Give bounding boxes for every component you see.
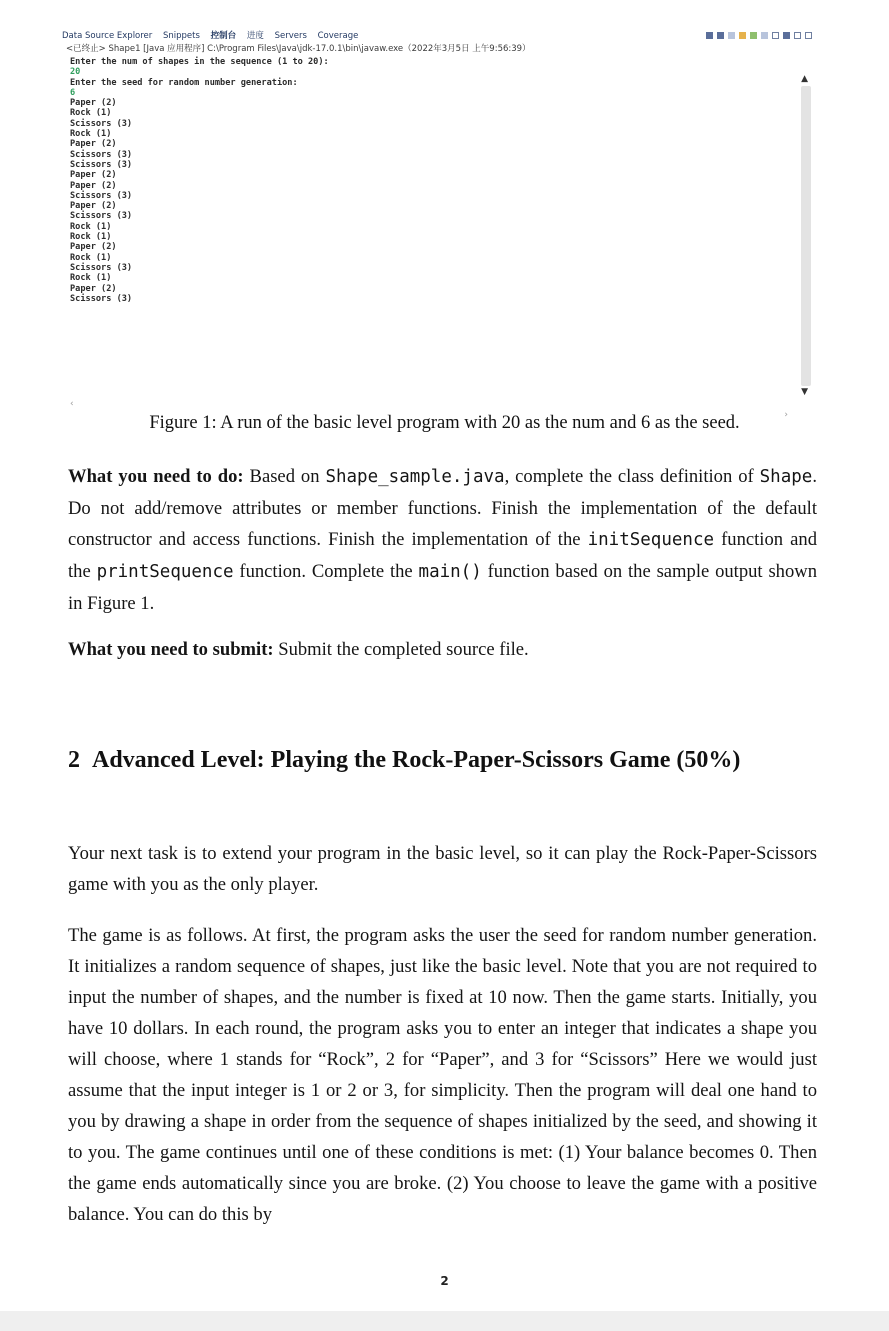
console-output-line: Rock (1) (70, 232, 112, 243)
todo-text-1: Based on (243, 466, 326, 487)
minimize-icon[interactable] (794, 32, 801, 39)
console-output-line: Scissors (3) (70, 190, 133, 201)
submit-label: What you need to submit: (68, 639, 274, 660)
tab-data-source-explorer[interactable]: Data Source Explorer (62, 31, 153, 41)
code-main: main() (418, 562, 482, 582)
console-output-line: Scissors (3) (70, 262, 133, 273)
section-title-text: Advanced Level: Playing the Rock-Paper-Scissors Game (50%) (92, 747, 741, 773)
console-output-line: Scissors (3) (70, 293, 133, 304)
code-shape: Shape (759, 467, 813, 487)
console-output-line: Scissors (3) (70, 159, 133, 170)
console-output-line: Paper (2) (70, 170, 117, 181)
pin-console-icon[interactable] (761, 32, 768, 39)
console-output-line: Scissors (3) (70, 211, 133, 222)
console-output-line: Rock (1) (70, 108, 112, 119)
console-launch-header: <已终止> Shape1 [Java 应用程序] C:\Program Files\Java\jdk-17.0.1\bin\javaw.exe（2022年3月5日 上午9:56:39） (66, 44, 531, 54)
terminate-icon[interactable] (706, 32, 713, 39)
word-wrap-icon[interactable] (750, 32, 757, 39)
game-rules-paragraph: The game is as follows. At first, the program asks the user the seed for random number generation. It initializes a random sequence of shapes, just like the basic level. Note that you are not required to input the number of shapes, and the number is fixed at 10 now. Then the game starts. Initially, you have 10 dollars. In each round, the program asks you to enter an integer that indicates a shape you will choose, where 1 stands for “Rock”, 2 for “Paper”, and 3 for “Scissors” Here we would just assume that the input integer is 1 or 2 or 3, for simplicity. Then the program will deal one hand to you by drawing a shape in order from the sequence of shapes initialized by the seed, and showing it to you. The game continues until one of these conditions is met: (1) Your balance becomes 0. Then the game ends automatically since you are broke. (2) You choose to leave the game with a positive balance. You can do this by (68, 925, 817, 1225)
code-init-sequence: initSequence (587, 530, 715, 550)
tab-servers[interactable]: Servers (274, 31, 307, 41)
todo-text-5: function. Complete the (233, 561, 419, 582)
open-console-icon[interactable] (783, 32, 790, 39)
figure-caption: Figure 1: A run of the basic level program with 20 as the num and 6 as the seed. (149, 413, 740, 433)
tab-snippets[interactable]: Snippets (163, 31, 200, 41)
console-output (70, 57, 329, 304)
console-input-line: 20 (70, 67, 81, 78)
scroll-right-arrow-icon[interactable]: › (784, 410, 788, 420)
scroll-down-arrow-icon[interactable]: ▼ (801, 387, 808, 397)
section-number: 2 (68, 747, 80, 773)
todo-label: What you need to do: (68, 466, 244, 487)
console-output-line: Rock (1) (70, 252, 112, 263)
todo-text-6: function based on the sample output shown in Figure 1. (68, 561, 817, 614)
console-output-line: Paper (2) (70, 283, 117, 294)
intro-paragraph: Your next task is to extend your program in the basic level, so it can play the Rock-Paper-Scissors game with you as the only player. (68, 843, 817, 895)
tab-coverage[interactable]: Coverage (317, 31, 359, 41)
todo-text-4: function and the (68, 529, 817, 582)
todo-text-3: . Do not add/remove attributes or member functions. Finish the implementation of the default constructor and access functions. Finish the implementation of the (68, 466, 817, 550)
console-output-line: Rock (1) (70, 273, 112, 284)
tab-progress[interactable]: 进度 (246, 31, 264, 41)
todo-text-2: , complete the class definition of (504, 466, 760, 487)
scroll-left-arrow-icon[interactable]: ‹ (70, 399, 74, 409)
console-output-line: Paper (2) (70, 201, 117, 212)
vertical-scrollbar[interactable] (801, 86, 811, 386)
ide-tab-bar (62, 29, 818, 43)
code-print-sequence: printSequence (96, 562, 234, 582)
console-screenshot (62, 22, 818, 420)
todo-paragraph (68, 461, 817, 619)
remove-launch-icon[interactable] (717, 32, 724, 39)
clear-console-icon[interactable] (728, 32, 735, 39)
console-output-line: Scissors (3) (70, 118, 133, 129)
console-output-line: Rock (1) (70, 129, 112, 140)
console-output-line: Paper (2) (70, 139, 117, 150)
console-output-line: Scissors (3) (70, 149, 133, 160)
console-prompt-line: Enter the num of shapes in the sequence (1 to 20): (70, 57, 329, 67)
code-shape-sample: Shape_sample.java (325, 467, 505, 487)
console-input-line: 6 (70, 87, 76, 98)
console-prompt-line: Enter the seed for random number generation: (70, 77, 298, 88)
page-number: 2 (440, 1274, 449, 1288)
scroll-up-arrow-icon[interactable]: ▲ (801, 74, 808, 84)
tab-console[interactable]: 控制台 (210, 31, 237, 41)
console-output-line: Paper (2) (70, 98, 117, 109)
console-output-line: Rock (1) (70, 221, 112, 232)
submit-text: Submit the completed source file. (273, 639, 529, 660)
display-console-icon[interactable] (772, 32, 779, 39)
scroll-lock-icon[interactable] (739, 32, 746, 39)
submit-paragraph (68, 634, 817, 665)
console-output-line: Paper (2) (70, 242, 117, 253)
section-heading (68, 733, 817, 788)
maximize-icon[interactable] (805, 32, 812, 39)
console-toolbar (706, 32, 812, 39)
console-output-line: Paper (2) (70, 180, 117, 191)
